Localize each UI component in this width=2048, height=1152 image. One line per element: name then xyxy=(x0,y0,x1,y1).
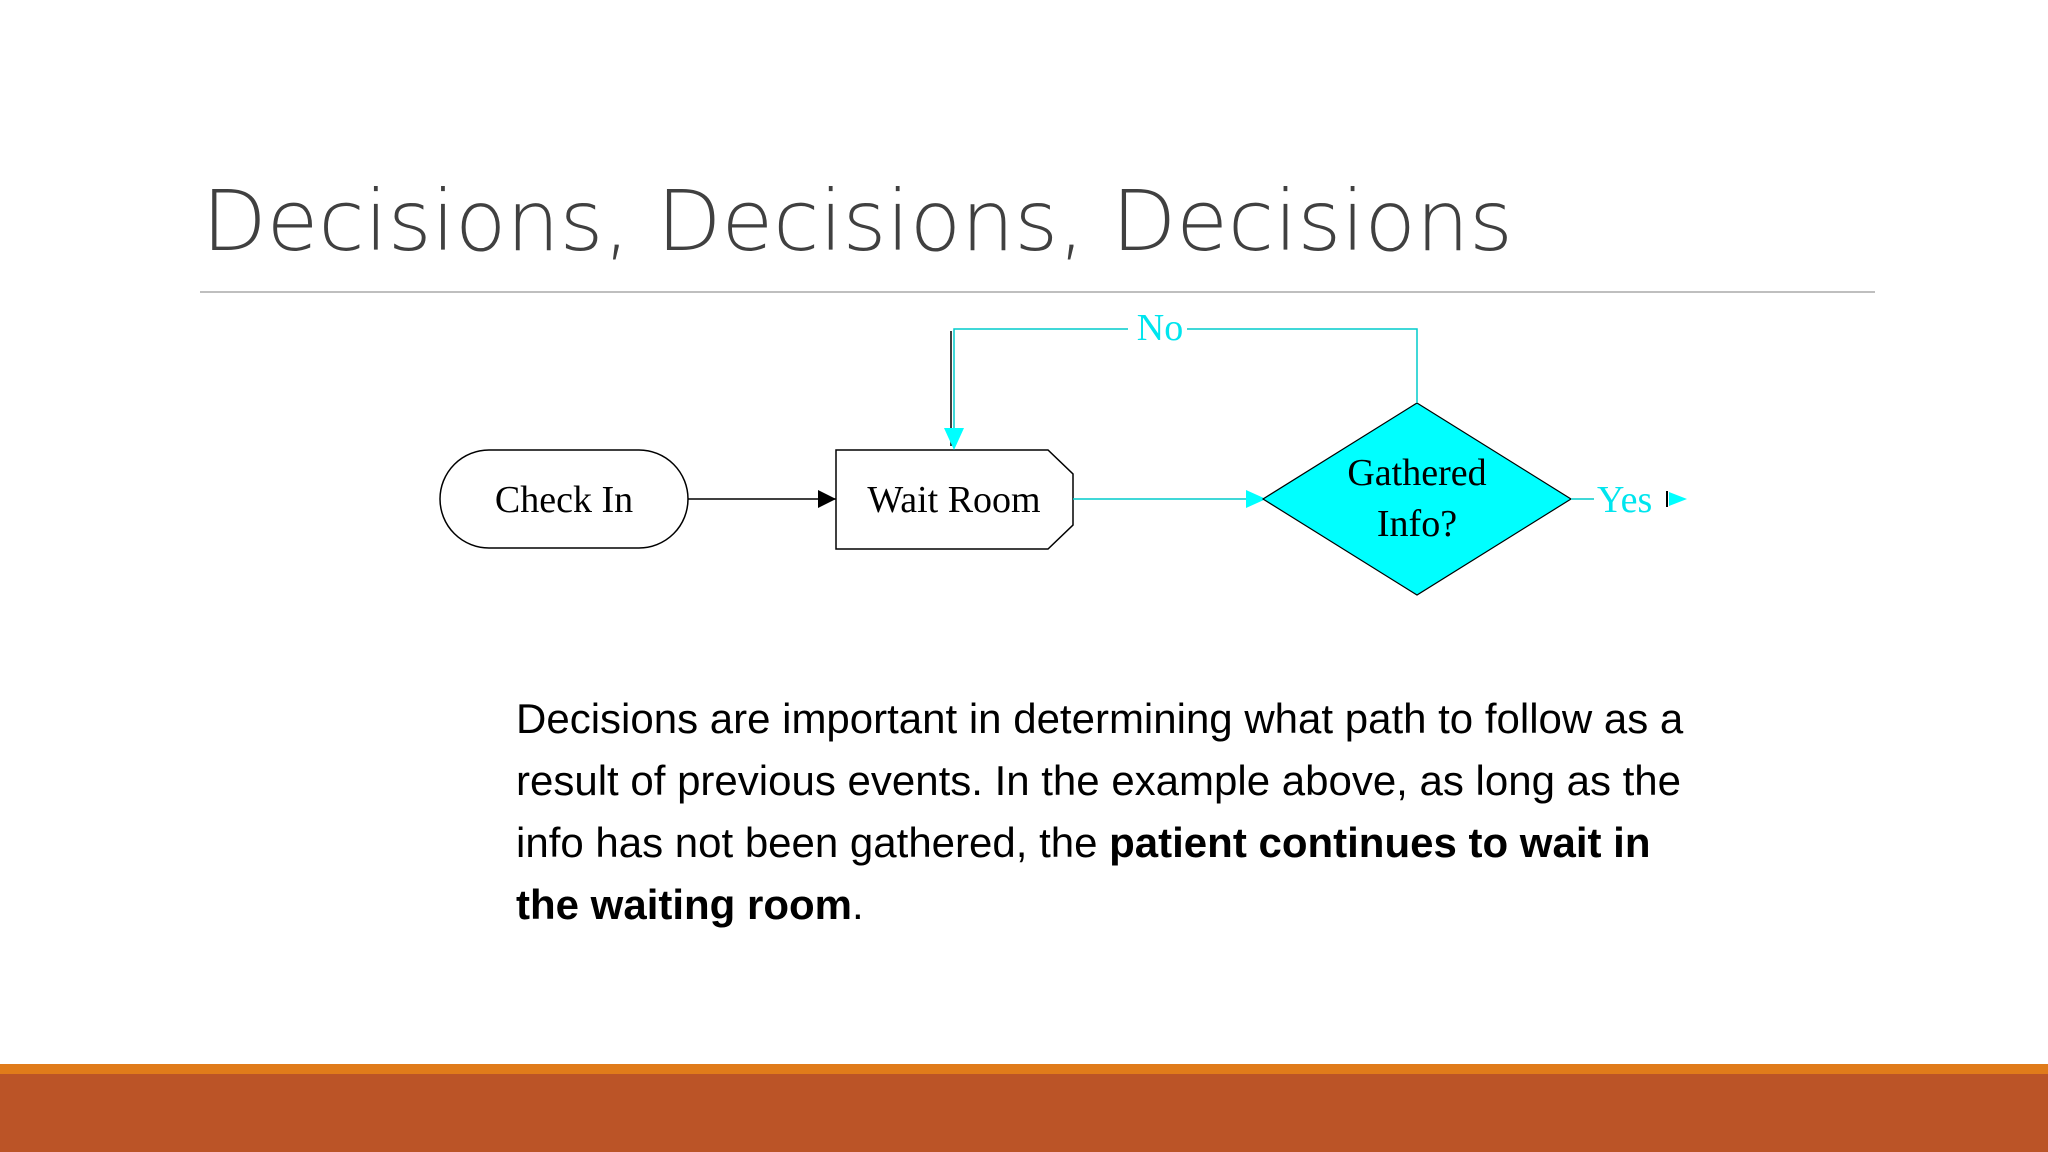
footer-accent-stripe xyxy=(0,1064,2048,1074)
edge-decision-no-loop xyxy=(954,329,1417,446)
arrowhead-yes xyxy=(1669,492,1687,506)
footer-bar xyxy=(0,1074,2048,1152)
decision-node-shape xyxy=(1263,403,1571,595)
body-paragraph xyxy=(516,688,1716,936)
decision-node-label-line2: Info? xyxy=(1376,503,1458,545)
decision-node-label-line1: Gathered xyxy=(1347,452,1487,494)
start-node-label: Check In xyxy=(494,479,634,521)
arrowhead-start-to-process xyxy=(818,490,836,508)
edge-yes-label: Yes xyxy=(1597,479,1653,521)
arrowhead-no-loop xyxy=(944,428,964,450)
process-node-label: Wait Room xyxy=(867,479,1041,521)
edge-no-label: No xyxy=(1136,307,1184,349)
slide-title: Decisions, Decisions, Decisions xyxy=(202,172,1513,270)
body-end: . xyxy=(852,881,864,928)
body-intro: Decisions are important in determining what path to follow as a result of previous events. In the example above, as long as the info has not been gathered, the xyxy=(516,695,1684,866)
body-emphasis: patient continues to wait in the waiting room xyxy=(516,819,1651,928)
